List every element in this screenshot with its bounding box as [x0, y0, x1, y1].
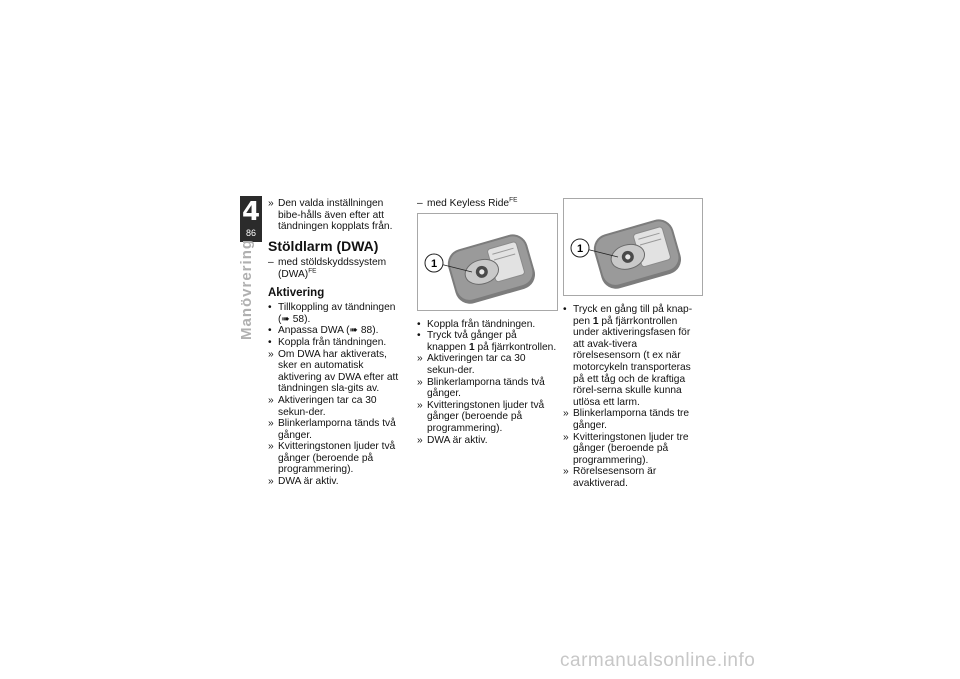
column-1: [268, 198, 408, 488]
step-item: [417, 435, 558, 447]
key-fob-illustration: [418, 214, 557, 310]
option-sup: FE: [509, 196, 518, 204]
step-text: Tryck en gång till på knap-pen: [573, 304, 693, 327]
subsection-heading: Aktivering: [268, 286, 325, 299]
key-fob-figure: [563, 198, 703, 296]
step-item: [268, 349, 408, 395]
chapter-number: 4: [241, 197, 261, 227]
step-item: [268, 418, 408, 441]
page-number: 86: [245, 228, 256, 238]
step-marker: •: [417, 318, 421, 330]
callout-ref: 1: [592, 315, 599, 327]
step-marker: »: [268, 441, 274, 453]
step-marker: »: [417, 399, 423, 411]
step-text: DWA är aktiv.: [278, 476, 339, 488]
step-item: [417, 353, 558, 376]
step-text: Blinkerlamporna tänds två gånger.: [278, 418, 396, 441]
step-marker: »: [268, 348, 274, 360]
step-marker: »: [417, 353, 423, 365]
step-text: Kvitteringstonen ljuder tre gånger (beroende på programmering).: [573, 431, 689, 466]
step-marker: »: [268, 394, 274, 406]
step-item: [417, 319, 558, 331]
key-fob-illustration: [564, 199, 702, 295]
equipment-option: [268, 257, 408, 280]
option-text: med stöldskyddssystem (DWA): [278, 257, 387, 280]
step-marker: »: [417, 376, 423, 388]
step-item: [563, 304, 703, 408]
step-text: Rörelsesensorn är avaktiverad.: [573, 466, 657, 489]
step-marker: »: [268, 476, 274, 488]
step-text: Anpassa DWA (➠ 88).: [278, 325, 379, 337]
step-item: [417, 330, 558, 353]
step-text: på fjärrkontrollen under aktiveringsfasen för att avak-tivera rörelsesensorn (t ex när motorcykeln transporteras på ett tåg och de kraftiga rörel-serna skulle kunna utlösa ett larm.: [573, 315, 691, 408]
step-marker: •: [417, 330, 421, 342]
step-item: [563, 432, 703, 467]
step-item: [268, 441, 408, 476]
column-2: [417, 198, 558, 446]
step-item: [563, 466, 703, 489]
step-item: [268, 476, 408, 488]
option-sup: FE: [308, 267, 317, 275]
step-item: [268, 337, 408, 349]
step-text: Blinkerlamporna tänds två gånger.: [427, 376, 545, 400]
step-text: Om DWA har aktiverats, sker en automatisk aktivering av DWA efter att tändningen sla-gits av.: [278, 348, 399, 395]
result-marker: »: [268, 198, 274, 209]
step-text: Koppla från tändningen.: [278, 336, 387, 348]
column-3: [563, 198, 703, 490]
step-text: Blinkerlamporna tänds tre gånger.: [573, 408, 690, 431]
step-item: [417, 377, 558, 400]
option-marker: –: [417, 198, 423, 209]
chapter-title: Manövrering: [238, 238, 255, 340]
equipment-option: [417, 198, 558, 210]
step-text: Kvitteringstonen ljuder två gånger (beroende på programmering).: [278, 441, 396, 476]
step-marker: »: [563, 431, 569, 443]
step-item: [268, 302, 408, 325]
callout-number: 1: [576, 243, 584, 255]
intro-result: [268, 198, 408, 233]
step-marker: •: [268, 302, 272, 314]
step-marker: »: [563, 408, 569, 420]
callout-number: 1: [430, 257, 438, 270]
step-item: [268, 325, 408, 337]
step-text: Tillkoppling av tändningen (➠ 58).: [278, 302, 396, 325]
callout-ref: 1: [468, 341, 475, 353]
step-text: Aktiveringen tar ca 30 sekun-der.: [278, 394, 377, 418]
step-marker: »: [268, 418, 274, 430]
intro-text: Den valda inställningen bibe-hålls även efter att tändningen kopplats från.: [278, 198, 393, 233]
option-marker: –: [268, 257, 274, 269]
option-text: med Keyless Ride: [427, 198, 510, 209]
step-text: på fjärrkontrollen.: [477, 341, 557, 353]
step-text: Kvitteringstonen ljuder två gånger (beroende på programmering).: [427, 399, 545, 434]
key-fob-figure: [417, 213, 558, 311]
step-item: [417, 400, 558, 435]
step-text: DWA är aktiv.: [427, 434, 488, 446]
step-item: [563, 408, 703, 431]
step-marker: •: [268, 325, 272, 337]
step-marker: »: [417, 434, 423, 446]
section-heading: Stöldlarm (DWA): [268, 237, 379, 254]
step-text: Koppla från tändningen.: [427, 318, 536, 330]
watermark: carmanualsonline.info: [560, 650, 756, 671]
step-marker: »: [563, 466, 569, 478]
step-item: [268, 395, 408, 418]
step-text: Tryck två gånger på knappen: [427, 330, 517, 353]
step-marker: •: [563, 304, 567, 315]
step-text: Aktiveringen tar ca 30 sekun-der.: [427, 353, 526, 376]
step-marker: •: [268, 336, 272, 348]
